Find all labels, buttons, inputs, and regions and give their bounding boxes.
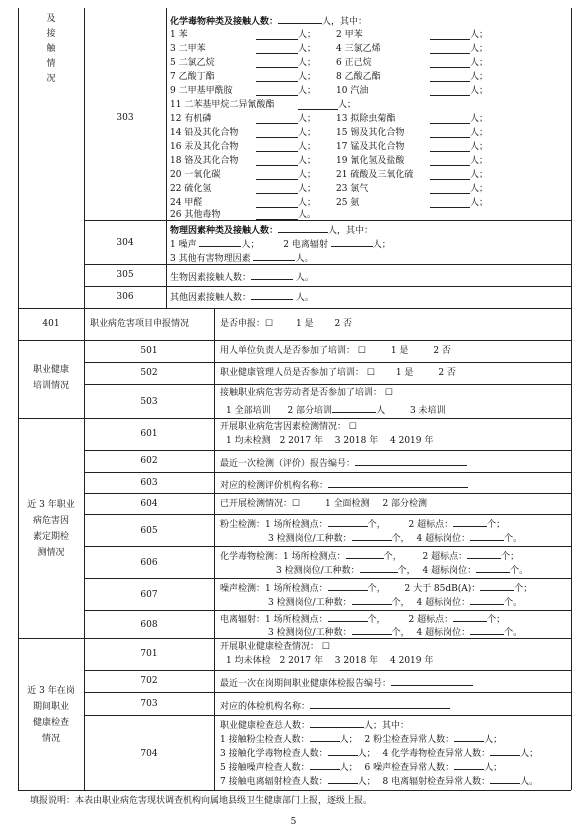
declaration-checkbox[interactable]: ☐ <box>265 319 274 329</box>
training-503-line-2: 1 全部培训 2 部分培训 人 3 未培训 <box>226 406 446 416</box>
training-502-line: 职业健康管理人员是否参加了培训： ☐ 1 是 2 否 <box>220 368 456 378</box>
row-code-401: 401 <box>42 319 60 329</box>
detection-601-line-2: 1 均未检测 2 2017 年 3 2018 年 4 2019 年 <box>226 436 434 446</box>
chem-header: 化学毒物种类及接触人数： <box>170 17 279 27</box>
row-code-503: 503 <box>140 397 158 407</box>
health-701-line-2: 1 均未体检 2 2017 年 3 2018 年 4 2019 年 <box>226 656 434 666</box>
page-number: 5 <box>290 817 297 827</box>
chem-total-blank[interactable] <box>278 15 322 24</box>
row-code-602: 602 <box>140 456 158 466</box>
detection-604-line: 已开展检测情况：☐ 1 全面检测 2 部分检测 <box>220 499 428 509</box>
row-code-306: 306 <box>116 292 134 302</box>
phys-header: 物理因素种类及接触人数： 人，其中： <box>170 226 374 236</box>
phys-line-1: 1 噪声 人； 2 电离辐射 人； <box>170 240 391 250</box>
health-704-header: 职业健康检查总人数： 人；其中： <box>220 721 410 731</box>
row-code-701: 701 <box>140 649 158 659</box>
chem-detect-line-1: 化学毒物检测：1 场所检测点： 个， 2 超标点： 个； <box>220 552 520 562</box>
chem-detect-line-2: 3 检测岗位/工种数： 个， 4 超标岗位： 个。 <box>276 566 529 576</box>
row-code-303: 303 <box>116 113 134 123</box>
health-702-line: 最近一次在岗期间职业健康体检报告编号： <box>220 677 473 689</box>
radiation-line-2: 3 检测岗位/工种数： 个， 4 超标岗位： 个。 <box>268 628 523 638</box>
row-code-304: 304 <box>116 238 134 248</box>
row-code-502: 502 <box>140 368 158 378</box>
health-703-line: 对应的体检机构名称： <box>220 700 450 712</box>
row-code-603: 603 <box>140 478 158 488</box>
section-label-exposure: 及 接 触 情 况 <box>46 14 56 84</box>
section-label-training: 职业健康 培训情况 <box>32 365 69 391</box>
declaration-label: 职业病危害项目申报情况 <box>90 319 190 329</box>
detection-603-line: 对应的检测评价机构名称： <box>220 479 468 491</box>
declaration-line: 是否申报：☐ 1 是 2 否 <box>220 319 353 329</box>
training-501-line: 用人单位负责人是否参加了培训： ☐ 1 是 2 否 <box>220 346 451 356</box>
row-code-605: 605 <box>140 526 158 536</box>
section-label-health: 近 3 年在岗 期间职业 健康检查 情况 <box>27 686 75 744</box>
phys-line-2: 3 其他有害物理因素 人。 <box>170 254 314 264</box>
radiation-line-1: 电离辐射：1 场所检测点： 个， 2 超标点： 个； <box>220 615 506 625</box>
row-code-703: 703 <box>140 699 158 709</box>
detection-601-line-1: 开展职业病危害因素检测情况： ☐ <box>220 422 357 432</box>
dust-line-2: 3 检测岗位/工种数： 个， 4 超标岗位： 个。 <box>268 534 523 544</box>
row-code-704: 704 <box>140 749 158 759</box>
noise-line-1: 噪声检测：1 场所检测点： 个， 2 大于 85dB(A)： 个； <box>220 584 533 594</box>
row-code-702: 702 <box>140 676 158 686</box>
dust-line-1: 粉尘检测：1 场所检测点： 个， 2 超标点： 个； <box>220 520 506 530</box>
row-code-606: 606 <box>140 558 158 568</box>
section-label-detection: 近 3 年职业 病危害因 素定期检 测情况 <box>27 500 75 558</box>
noise-line-2: 3 检测岗位/工种数： 个， 4 超标岗位： 个。 <box>268 598 523 608</box>
health-701-line-1: 开展职业健康检查情况： ☐ <box>220 642 330 652</box>
row-code-305: 305 <box>116 270 134 280</box>
row-code-604: 604 <box>140 499 158 509</box>
training-503-line-1: 接触职业病危害劳动者是否参加了培训： ☐ <box>220 388 393 398</box>
footnote: 填报说明：本表由职业病危害现状调查机构向属地县级卫生健康部门上报，逐级上报。 <box>30 796 373 806</box>
row-code-501: 501 <box>140 346 158 356</box>
row-code-601: 601 <box>140 429 158 439</box>
row-code-608: 608 <box>140 620 158 630</box>
detection-602-line: 最近一次检测（评价）报告编号： <box>220 457 467 469</box>
row-code-607: 607 <box>140 590 158 600</box>
bio-factor-line: 生物因素接触人数： 人。 <box>170 273 314 283</box>
other-factor-line: 其他因素接触人数： 人。 <box>170 293 314 303</box>
